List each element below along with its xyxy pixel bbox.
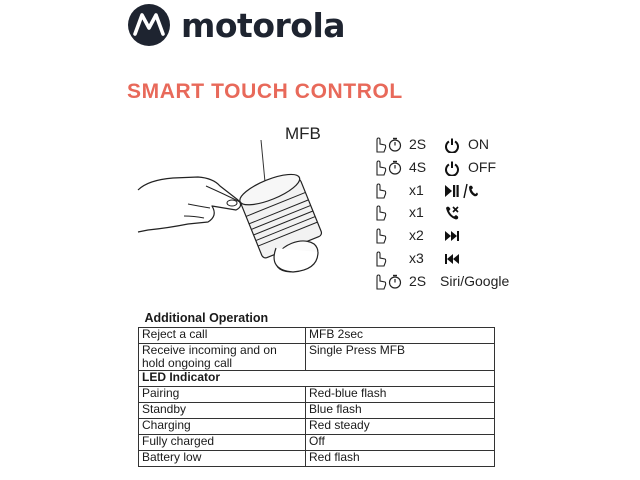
table-cell: MFB 2sec [306,328,495,344]
table-row [139,387,495,403]
hand-tap-icon [372,227,387,244]
hand-tap-icon [372,204,387,221]
control-row [372,180,572,203]
play-pause-answer-icon [444,183,478,199]
control-action: Siri/Google [440,272,510,289]
control-duration: 2S [409,272,427,289]
table-row [139,403,495,419]
hand-tap-icon [372,136,387,153]
table-cell: Charging [139,419,306,435]
table-caption-row [139,312,495,328]
end-call-icon [444,205,460,221]
table-caption: Additional Operation [139,312,495,328]
timer-icon [388,274,402,289]
table-section-title: LED Indicator [139,371,495,387]
mfb-label: MFB [285,124,321,143]
brand-name: motorola [181,5,346,45]
operations-table [138,312,495,467]
control-duration: x1 [409,204,424,221]
power-icon [444,160,460,176]
hand-tap-icon [372,273,387,290]
earbud-finger-illustration [128,120,358,290]
hand-tap-icon [372,159,387,176]
next-track-icon [444,228,460,244]
control-row [372,202,572,225]
page-title: SMART TOUCH CONTROL [127,80,403,103]
hand-tap-icon [372,182,387,199]
table-cell: Blue flash [306,403,495,419]
control-row [372,271,572,294]
table-row [139,328,495,344]
table-cell: Red steady [306,419,495,435]
control-row [372,248,572,271]
table-cell: Pairing [139,387,306,403]
table-cell: Battery low [139,451,306,467]
table-row [139,435,495,451]
table-row [139,344,495,371]
hand-tap-icon [372,250,387,267]
table-cell: Red-blue flash [306,387,495,403]
table-cell: Fully charged [139,435,306,451]
previous-track-icon [444,251,460,267]
brand-header [127,2,345,48]
control-duration: x2 [409,227,424,244]
control-list [372,134,572,294]
control-duration: 2S [409,136,427,152]
control-duration: x1 [409,181,424,198]
table-cell: Receive incoming and on hold ongoing call [139,344,306,371]
table-cell: Red flash [306,451,495,467]
table-row [139,419,495,435]
control-action: OFF [468,158,496,175]
timer-icon [388,137,402,152]
control-duration: x3 [409,249,424,266]
motorola-logo [127,3,171,47]
control-duration: 4S [409,158,427,175]
control-action: ON [468,136,489,152]
control-row [372,157,572,180]
table-cell: Reject a call [139,328,306,344]
power-icon [444,137,460,153]
table-cell: Standby [139,403,306,419]
table-row [139,451,495,467]
table-cell: Single Press MFB [306,344,495,371]
control-row [372,134,572,157]
timer-icon [388,160,402,175]
table-cell: Off [306,435,495,451]
table-section-row [139,371,495,387]
control-row [372,225,572,248]
